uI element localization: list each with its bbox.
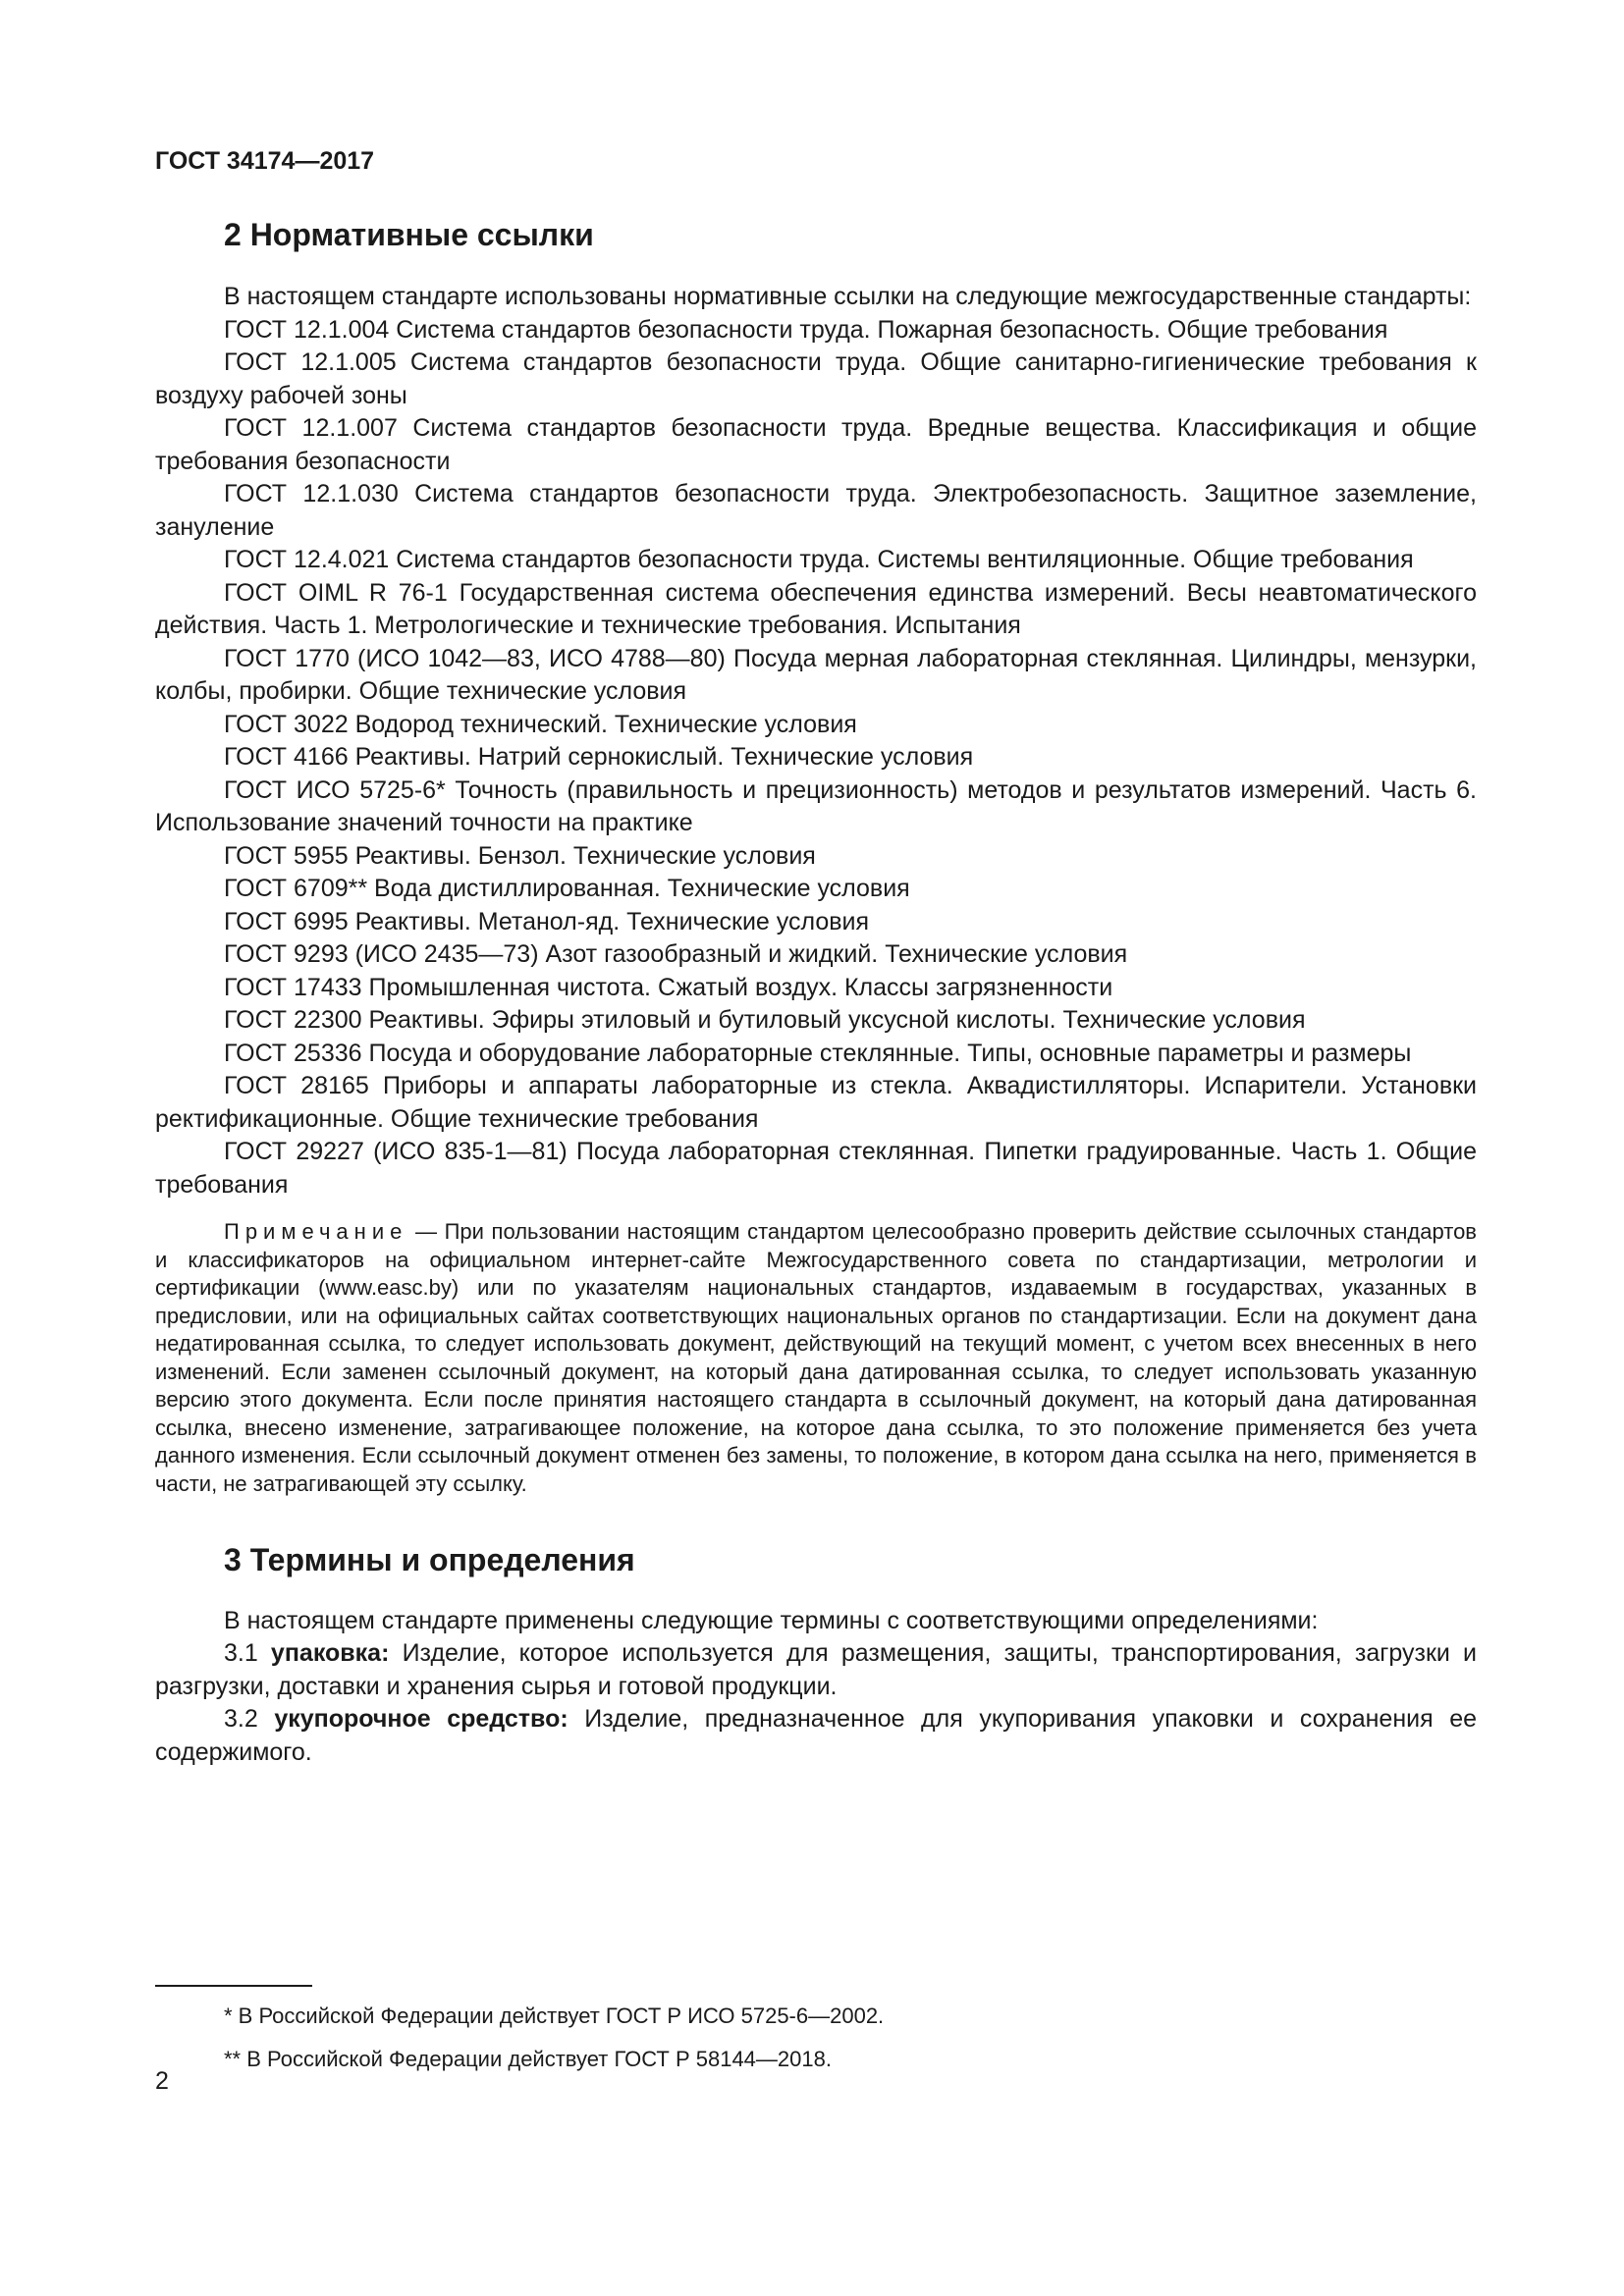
- note-label: Примечание: [224, 1219, 408, 1245]
- reference-item: ГОСТ 22300 Реактивы. Эфиры этиловый и бутиловый уксусной кислоты. Технические условия: [224, 1006, 1306, 1035]
- reference-item: ГОСТ 12.4.021 Система стандартов безопасности труда. Системы вентиляционные. Общие требования: [224, 546, 1414, 574]
- reference-item: ГОСТ 5955 Реактивы. Бензол. Технические условия: [224, 841, 816, 870]
- footnote-item: ** В Российской Федерации действует ГОСТ Р 58144—2018.: [224, 2047, 832, 2071]
- term-number: 3.2: [224, 1705, 275, 1734]
- reference-item: ГОСТ 6709** Вода дистиллированная. Технические условия: [224, 875, 910, 903]
- reference-item: ГОСТ ИСО 5725-6* Точность (правильность и прецизионность) методов и результатов измерений. Часть 6. Использование значений точности на практике: [155, 775, 1477, 837]
- reference-item: ГОСТ 28165 Приборы и аппараты лабораторные из стекла. Аквадистилляторы. Испарители. Установки ректификационные. Общие технические требования: [155, 1072, 1477, 1133]
- footnotes: [224, 2002, 1477, 2089]
- reference-item: ГОСТ 12.1.005 Система стандартов безопасности труда. Общие санитарно-гигиенические требования к воздуху рабочей зоны: [155, 348, 1477, 409]
- reference-item: ГОСТ 1770 (ИСО 1042—83, ИСО 4788—80) Посуда мерная лабораторная стеклянная. Цилиндры, мензурки, колбы, пробирки. Общие технические условия: [155, 644, 1477, 706]
- footnote-item: * В Российской Федерации действует ГОСТ Р ИСО 5725-6—2002.: [224, 2003, 885, 2028]
- section-intro: В настоящем стандарте использованы нормативные ссылки на следующие межгосударственные стандарты:: [224, 283, 1472, 311]
- page-number: 2: [155, 2067, 169, 2095]
- document-code: ГОСТ 34174—2017: [155, 147, 375, 175]
- reference-item: ГОСТ OIML R 76-1 Государственная система обеспечения единства измерений. Весы неавтоматического действия. Часть 1. Метрологические и технические требования. Испытания: [155, 578, 1477, 640]
- section-intro: В настоящем стандарте применены следующие термины с соответствующими определениями:: [224, 1606, 1319, 1634]
- term-name: укупорочное средство:: [274, 1705, 568, 1734]
- reference-item: ГОСТ 12.1.004 Система стандартов безопасности труда. Пожарная безопасность. Общие требования: [224, 315, 1388, 344]
- section-normative-references: [155, 216, 1477, 1498]
- reference-item: ГОСТ 6995 Реактивы. Метанол-яд. Технические условия: [224, 907, 870, 935]
- reference-item: ГОСТ 9293 (ИСО 2435—73) Азот газообразный и жидкий. Технические условия: [224, 940, 1128, 969]
- term-item: [155, 1637, 1477, 1703]
- reference-item: ГОСТ 25336 Посуда и оборудование лабораторные стеклянные. Типы, основные параметры и размеры: [224, 1039, 1412, 1067]
- reference-item: ГОСТ 12.1.007 Система стандартов безопасности труда. Вредные вещества. Классификация и общие требования безопасности: [155, 414, 1477, 475]
- term-definition: Изделие, которое используется для размещения, защиты, транспортирования, загрузки и разгрузки, доставки и хранения сырья и готовой продукции.: [155, 1639, 1477, 1700]
- reference-item: ГОСТ 3022 Водород технический. Технические условия: [224, 710, 857, 738]
- note-text: — При пользовании настоящим стандартом целесообразно проверить действие ссылочных стандартов и классификаторов на официальном интернет-сайте Межгосударственного совета по стандартизации, метрологии и сертификации (www.easc.by) или по указателям национальных стандартов, издаваемым в государствах, указанных в предисловии, или на официальных сайтах соответствующих национальных органов по стандартизации. Если на документ дана недатированная ссылка, то следует использовать документ, действующий на текущий момент, с учетом всех внесенных в него изменений. Если заменен ссылочный документ, на который дана датированная ссылка, то следует использовать указанную версию этого документа. Если после принятия настоящего стандарта в ссылочный документ, на который дана датированная ссылка, внесено изменение, затрагивающее положение, на которое дана ссылка, то это положение применяется без учета данного изменения. Если ссылочный документ отменен без замены, то положение, в котором дана ссылка на него, применяется в части, не затрагивающей эту ссылку.: [155, 1219, 1477, 1496]
- section-heading: 3 Термины и определения: [224, 1542, 635, 1578]
- term-name: упаковка:: [270, 1639, 390, 1668]
- footnote-divider: [155, 1985, 312, 1987]
- term-number: 3.1: [224, 1639, 271, 1668]
- reference-item: ГОСТ 4166 Реактивы. Натрий сернокислый. Технические условия: [224, 743, 974, 772]
- page-content: [155, 216, 1477, 1769]
- section-heading: 2 Нормативные ссылки: [224, 217, 594, 252]
- term-item: [155, 1703, 1477, 1769]
- note-paragraph: [155, 1218, 1477, 1498]
- reference-item: ГОСТ 29227 (ИСО 835-1—81) Посуда лабораторная стеклянная. Пипетки градуированные. Часть 1. Общие требования: [155, 1138, 1477, 1199]
- reference-item: ГОСТ 17433 Промышленная чистота. Сжатый воздух. Классы загрязненности: [224, 973, 1113, 1001]
- term-definition: Изделие, предназначенное для укупоривания упаковки и сохранения ее содержимого.: [155, 1705, 1478, 1766]
- reference-item: ГОСТ 12.1.030 Система стандартов безопасности труда. Электробезопасность. Защитное заземление, зануление: [155, 480, 1477, 541]
- section-terms-definitions: [155, 1541, 1477, 1769]
